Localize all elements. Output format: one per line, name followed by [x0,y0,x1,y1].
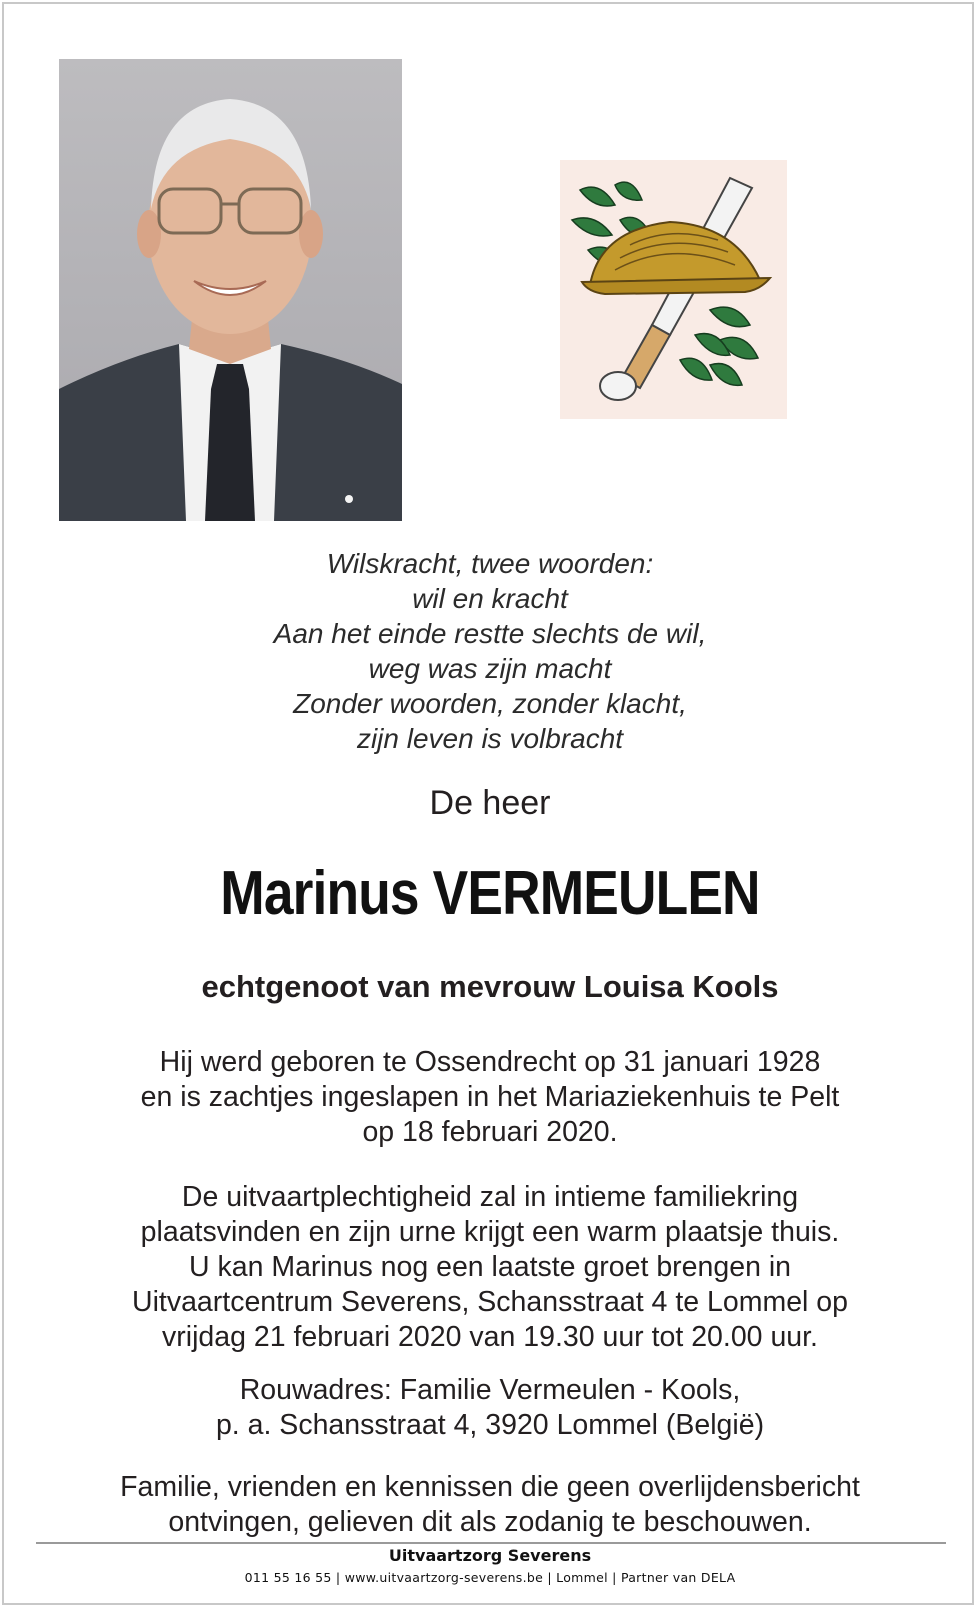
poem-line: weg was zijn macht [368,653,612,684]
paragraph-line: Uitvaartcentrum Severens, Schansstraat 4 te Lommel op [132,1286,848,1318]
paragraph-line: en is zachtjes ingeslapen in het Mariaziekenhuis te Pelt [140,1081,840,1113]
poem [0,546,980,756]
paragraph-line: Hij werd geboren te Ossendrecht op 31 januari 1928 [159,1046,821,1078]
poem-line: wil en kracht [412,583,568,614]
helmet-sword-laurel-emblem-icon [560,160,787,419]
paragraph-line: vrijdag 21 februari 2020 van 19.30 uur tot 20.00 uur. [162,1321,818,1353]
notice-paragraph [0,1470,980,1540]
poem-line: Wilskracht, twee woorden: [326,548,654,579]
paragraph-line: De uitvaartplechtigheid zal in intieme familiekring [181,1181,799,1213]
funeral-company-name: Uitvaartzorg Severens [388,1546,592,1565]
paragraph-line: ontvingen, gelieven dit als zodanig te beschouwen. [168,1506,812,1538]
birth-death-paragraph [0,1045,980,1150]
paragraph-line: U kan Marinus nog een laatste groet brengen in [188,1251,792,1283]
paragraph-line: plaatsvinden en zijn urne krijgt een warm plaatsje thuis. [140,1216,840,1248]
paragraph-line: op 18 februari 2020. [362,1116,618,1148]
paragraph-line: Rouwadres: Familie Vermeulen - Kools, [239,1374,741,1406]
poem-line: Aan het einde restte slechts de wil, [273,618,707,649]
spouse-line: echtgenoot van mevrouw Louisa Kools [201,969,779,1004]
portrait-photo [59,59,402,521]
poem-line: zijn leven is volbracht [356,723,624,754]
paragraph-line: Familie, vrienden en kennissen die geen overlijdensbericht [120,1471,860,1503]
footer-divider [36,1542,946,1544]
mourning-address [0,1373,980,1443]
poem-line: Zonder woorden, zonder klacht, [293,688,687,719]
ceremony-paragraph [0,1180,980,1355]
paragraph-line: p. a. Schansstraat 4, 3920 Lommel (België) [215,1409,765,1441]
funeral-company-contact: 011 55 16 55 | www.uitvaartzorg-severens.be | Lommel | Partner van DELA [244,1570,736,1585]
deceased-name: Marinus VERMEULEN [220,859,760,928]
honorific-title: De heer [429,784,551,822]
